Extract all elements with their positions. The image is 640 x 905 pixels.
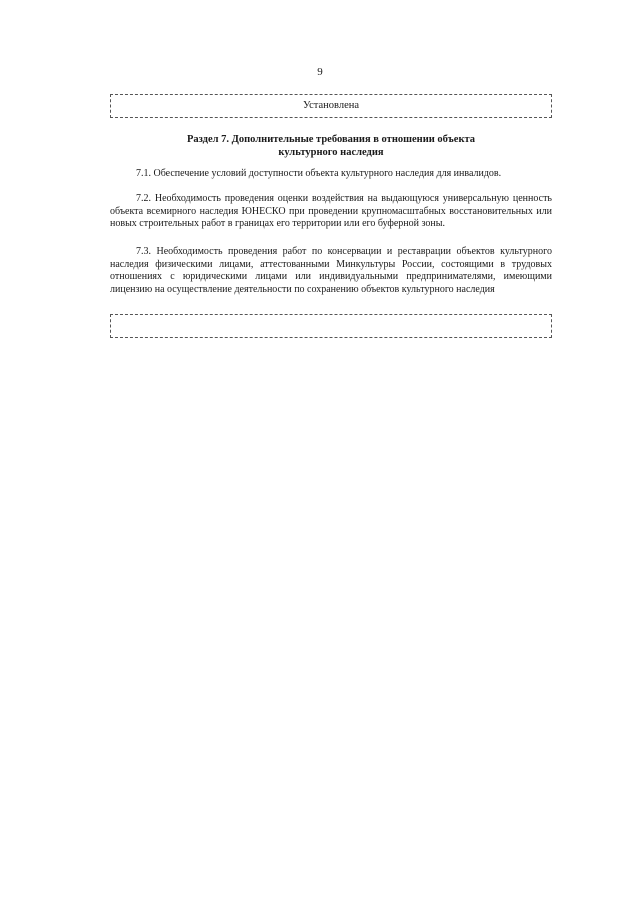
page-number: 9 [317,66,323,78]
section-heading-line-1: Раздел 7. Дополнительные требования в отношении объекта [186,134,476,145]
paragraph-7-3: 7.3. Необходимость проведения работ по консервации и реставрации объектов культурного наследия физическими лицами, аттестованными Минкультуры России, состоящими в трудовых отношениях с юридическими лицами или индивидуальными предпринимателями, имеющими лицензию на осуществление деятельности по сохранению объектов культурного наследия [110,246,552,295]
section-heading [110,133,552,159]
status-box [110,94,552,118]
status-label: Установлена [302,100,360,111]
paragraph-7-1: 7.1. Обеспечение условий доступности объекта культурного наследия для инвалидов. [136,168,502,179]
paragraph-7-2: 7.2. Необходимость проведения оценки воздействия на выдающуюся универсальную ценность объекта всемирного наследия ЮНЕСКО при проведении крупномасштабных восстановительных или новых строительных работ в границах его территории или его буферной зоны. [110,193,552,230]
empty-field-box [110,314,552,338]
section-heading-line-2: культурного наследия [278,147,384,158]
